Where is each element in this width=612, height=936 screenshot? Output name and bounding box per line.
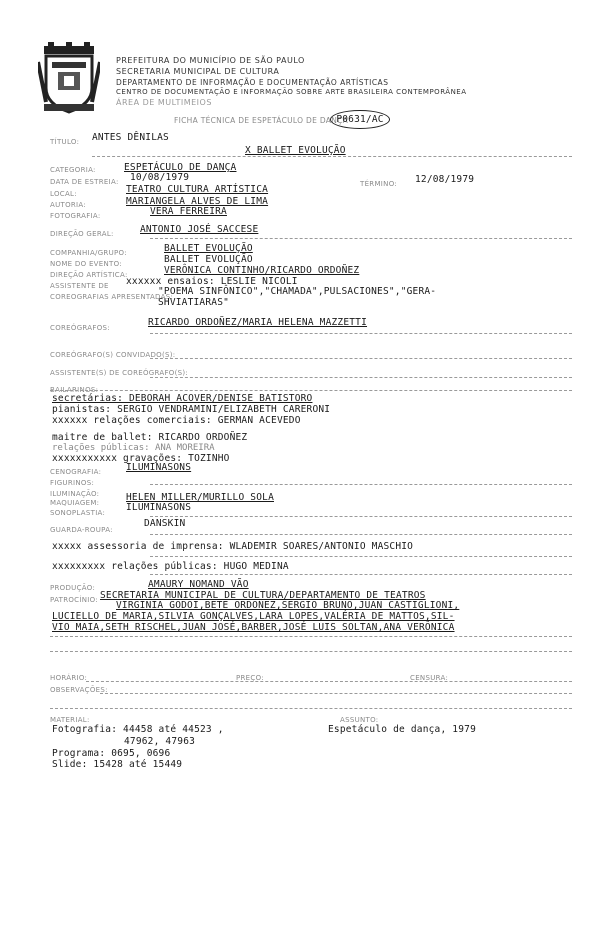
cast-line-3: VIO MAIA,SETH RISCHEL,JUAN JOSÉ,BARBER,JOSÉ LUIS SOLTAN,ANA VERÔNICA: [52, 622, 455, 633]
rule: [150, 238, 572, 239]
category-label: CATEGORIA:: [50, 166, 96, 174]
date-start-value: 10/08/1979: [130, 172, 190, 183]
director-label: DIREÇÃO GERAL:: [50, 230, 114, 238]
title-label: TÍTULO:: [50, 138, 80, 146]
rule: [150, 574, 572, 575]
guest-choreographers-label: COREÓGRAFO(S) CONVIDADO(S):: [50, 351, 176, 359]
venue-value: TEATRO CULTURA ARTÍSTICA: [126, 184, 269, 195]
subject-label: ASSUNTO:: [340, 716, 379, 724]
author-value: MARIANGELA ALVES DE LIMA: [126, 196, 269, 207]
author2-value: VERA FERREIRA: [150, 206, 227, 217]
sponsor-label: PATROCÍNIO:: [50, 596, 98, 604]
choreographers-label: COREÓGRAFOS:: [50, 324, 110, 332]
header-line-4: CENTRO DE DOCUMENTAÇÃO E INFORMAÇÃO SOBRE ARTE BRASILEIRA CONTEMPORÂNEA: [116, 88, 467, 96]
rule: [150, 556, 572, 557]
direction-label: DIREÇÃO ARTÍSTICA:: [50, 271, 128, 279]
venue-label: LOCAL:: [50, 190, 77, 198]
master-line: maitre de ballet: RICARDO ORDOÑEZ: [52, 432, 248, 443]
cast-line-2: LUCIELLO DE MARIA,SILVIA GONÇALVES,LARA LOPES,VALÉRIA DE MATTOS,SIL-: [52, 611, 455, 622]
title-value: ANTES DÊNILAS: [92, 132, 169, 143]
schedule-label: HORÁRIO:: [50, 674, 88, 682]
lighting-label: ILUMINAÇÃO:: [50, 490, 100, 498]
pieces-value: "POEMA SINFÔNICO","CHAMADA",PULSACIONES","GERA-: [158, 286, 437, 297]
rule: [150, 484, 572, 485]
pieces-label: COREOGRAFIAS APRESENTADAS:: [50, 293, 174, 301]
pieces-value-2: SHVIATIARAS": [158, 297, 230, 308]
photo-line: Fotografia: 44458 até 44523 ,: [52, 724, 224, 735]
header-line-5: ÁREA DE MULTIMEIOS: [116, 98, 212, 107]
wardrobe-value: DANSKIN: [144, 518, 186, 529]
rule: [150, 534, 572, 535]
commercial-line: xxxxxx relações comerciais: GERMAN ACEVEDO: [52, 415, 301, 426]
cast-line-1: VIRGINIA GODOI,BETE ORDOÑEZ,SERGIO BRUNO,JUAN CASTIGLIONI,: [116, 600, 460, 611]
assistant-choreographers-label: ASSISTENTE(S) DE COREÓGRAFO(S):: [50, 369, 189, 377]
ballet-value: X BALLET EVOLUÇÃO: [245, 145, 346, 156]
secretaries-line: secretárias: DEBORAH ACOVER/DENISE BATISTORO: [52, 393, 313, 404]
costumes-label: FIGURINOS:: [50, 479, 95, 487]
makeup-value: HELEN MILLER/MURILLO SOLA: [126, 492, 274, 503]
pianists-line: pianistas: SERGIO VENDRAMINI/ELIZABETH CARERONI: [52, 404, 331, 415]
rule: [92, 156, 572, 157]
scenography-value: ILUMINASONS: [126, 462, 192, 473]
assistant-label: ASSISTENTE DE: [50, 282, 109, 290]
sao-paulo-crest-icon: [38, 42, 100, 116]
date-end-value: 12/08/1979: [415, 174, 475, 185]
author2-label: FOTOGRAFIA:: [50, 212, 101, 220]
photo-line-2: 47962, 47963: [124, 736, 196, 747]
production-value: AMAURY NOMAND VÃO: [148, 579, 249, 590]
promoter-label: NOME DO EVENTO:: [50, 260, 122, 268]
rule: [150, 358, 572, 359]
rule: [50, 708, 572, 709]
rule: [100, 693, 572, 694]
rule: [50, 636, 572, 637]
slide-line: Slide: 15428 até 15449: [52, 759, 183, 770]
dancers-label: BAILARINOS:: [50, 386, 99, 394]
recordings-line: xxxxxxxxxxx gravações: TOZINHO: [52, 453, 230, 464]
subject-value: Espetáculo de dança, 1979: [328, 724, 476, 735]
category-value: ESPETÁCULO DE DANÇA: [124, 162, 237, 173]
scenography-label: CENOGRAFIA:: [50, 468, 102, 476]
rule: [150, 333, 572, 334]
public-relations-line: xxxxxxxxx relações públicas: HUGO MEDINA: [52, 561, 289, 572]
wardrobe-label: GUARDA-ROUPA:: [50, 526, 113, 534]
material-label: MATERIAL:: [50, 716, 90, 724]
assistant-value: xxxxxx ensaios: LESLIE NICOLI: [126, 276, 298, 287]
header-line-2: SECRETARIA MUNICIPAL DE CULTURA: [116, 67, 280, 76]
document-code: P0631/AC: [330, 110, 390, 129]
rule: [50, 390, 572, 391]
price-label: PREÇO:: [236, 674, 264, 682]
sponsor-value: SECRETARIA MUNICIPAL DE CULTURA/DEPARTAMENTO DE TEATROS: [100, 590, 426, 601]
header-line-1: PREFEITURA DO MUNICÍPIO DE SÃO PAULO: [116, 56, 305, 65]
company-value: BALLET EVOLUÇÃO: [164, 243, 253, 254]
rule: [50, 651, 572, 652]
censorship-label: CENSURA:: [410, 674, 449, 682]
date-end-label: TÉRMINO:: [360, 180, 398, 188]
sound-value: ILUMINASONS: [126, 502, 192, 513]
company-label: COMPANHIA/GRUPO:: [50, 249, 127, 257]
relations-line: relações públicas: ANA MOREIRA: [52, 443, 215, 453]
program-line: Programa: 0695, 0696: [52, 748, 171, 759]
form-title: FICHA TÉCNICA DE ESPETÁCULO DE DANÇA: [174, 116, 349, 125]
sound-label: SONOPLASTIA:: [50, 509, 106, 517]
production-label: PRODUÇÃO:: [50, 584, 96, 592]
press-line: xxxxx assessoria de imprensa: WLADEMIR SOARES/ANTONIO MASCHIO: [52, 541, 414, 552]
observations-label: OBSERVAÇÕES:: [50, 686, 108, 694]
makeup-label: MAQUIAGEM:: [50, 499, 100, 507]
rule: [150, 377, 572, 378]
choreographers-value: RICARDO ORDOÑEZ/MARIA HELENA MAZZETTI: [148, 317, 368, 328]
author-label: AUTORIA:: [50, 201, 87, 209]
promoter-value: BALLET EVOLUÇÃO: [164, 254, 253, 265]
date-start-label: DATA DE ESTREIA:: [50, 178, 119, 186]
rule: [150, 516, 572, 517]
rule: [86, 681, 572, 682]
direction-value: VERÔNICA CONTINHO/RICARDO ORDOÑEZ: [164, 265, 360, 276]
director-value: ANTONIO JOSÉ SACCESE: [140, 224, 259, 235]
header-line-3: DEPARTAMENTO DE INFORMAÇÃO E DOCUMENTAÇÃO ARTÍSTICAS: [116, 78, 389, 87]
